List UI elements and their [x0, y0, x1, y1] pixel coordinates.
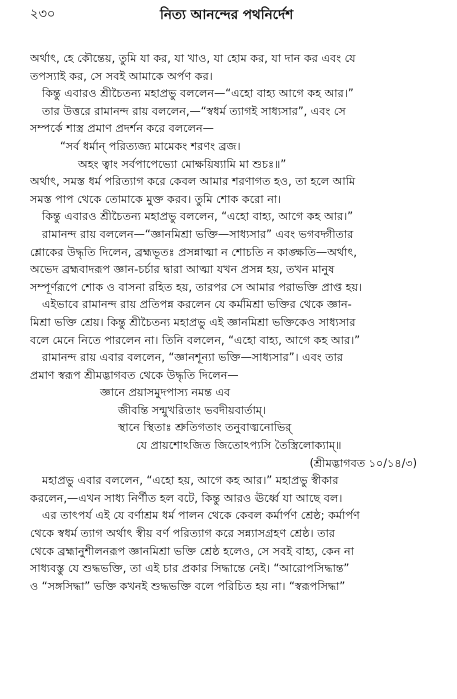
text-line: তপস্যাই কর, সে সবই আমাকে অর্পণ কর। — [30, 69, 213, 83]
text-line: এইভাবে রামানন্দ রায় প্রতিপন্ন করলেন যে কর্মমিশ্রা ভক্তির থেকে জ্ঞান- — [42, 298, 352, 312]
text-line: মিশ্রা ভক্তি শ্রেয়। কিন্তু শ্রীচৈতন্য মহাপ্রভু এই জ্ঞানমিশ্রা ভক্তিকেও সাধ্যসার — [30, 315, 356, 329]
text-line: এর তাৎপর্য এই যে বর্ণাশ্রম ধর্ম পালন থেকে কেবল কর্মার্পণ শ্রেষ্ঠ; কর্মার্পণ — [42, 509, 360, 523]
text-line: করলেন,—এখন সাধ্য নির্ণীত হল বটে, কিন্তু আরও ঊর্ধ্বে যা আছে বল। — [30, 491, 343, 505]
running-title: নিত্য আনন্দের পথনির্দেশ — [160, 7, 294, 23]
verse-line: স্থানে স্থিতাঃ শ্রুতিগতাং তনুবাঙ্মনোভির্ — [118, 421, 292, 435]
text-line: থেকে স্বধর্ম ত্যাগ অর্থাৎ স্বীয় বর্ণ পরিত্যাগ করে সন্ন্যাসগ্রহণ শ্রেষ্ঠ। তার — [30, 527, 335, 541]
verse-reference: (শ্রীমদ্ভাগবত ১০/১৪/৩) — [309, 456, 417, 470]
verse-line: অহং ত্বাং সর্বপাপেভ্যো মোক্ষয়িষ্যামি মা শুচঃ॥” — [78, 157, 287, 171]
text-line: ও “সঙ্গসিদ্ধা” ভক্তি কখনই শুদ্ধভক্তি বলে পরিচিত হয় না। “স্বরূপসিদ্ধা” — [30, 579, 346, 593]
text-line: শ্লোকের উদ্ধৃতি দিলেন, ব্রহ্মভূতঃ প্রসন্নাত্মা ন শোচতি ন কাঙ্ক্ষতি—অর্থাৎ, — [30, 245, 357, 259]
text-line: বলে মেনে নিতে পারলেন না। তিনি বললেন, “এহো বাহ্য, আগে কহ আর।” — [30, 333, 361, 347]
verse-line: জ্ঞানে প্রয়াসমুদপাস্য নমন্ত এব — [100, 386, 231, 400]
text-line: থেকে ব্রহ্মানুশীলনরূপ জ্ঞানমিশ্রা ভক্তি শ্রেষ্ঠ হলেও, সে সবই বাহ্য, কেন না — [30, 544, 354, 558]
page-body — [30, 50, 437, 595]
text-line: কিন্তু এবারও শ্রীচৈতন্য মহাপ্রভু বললেন, “এহো বাহ্য, আগে কহ আর।” — [42, 210, 354, 224]
text-line: তার উত্তরে রামানন্দ রায় বললেন,—“স্বধর্ম ত্যাগই সাধ্যসার”, এবং সে — [42, 104, 346, 118]
text-line: অর্থাৎ, সমস্ত ধর্ম পরিত্যাগ করে কেবল আমার শরণাগত হও, তা হলে আমি — [30, 175, 356, 189]
page-header — [30, 6, 437, 36]
text-line: অর্থাৎ, হে কৌন্তেয়, তুমি যা কর, যা খাও, যা হোম কর, যা দান কর এবং যে — [30, 52, 356, 65]
verse-line: যে প্রায়শোঽজিত জিতোঽপ্যসি তৈস্ত্রিলোক্যাম্॥ — [136, 439, 342, 453]
text-line: রামানন্দ রায় এবার বললেন, “জ্ঞানশূন্যা ভক্তি—সাধ্যসার”। এবং তার — [42, 351, 344, 365]
verse-line: জীবন্তি সন্মুখরিতাং ভবদীয়বার্তাম্। — [118, 403, 267, 417]
text-line: অভেদ ব্রহ্মবাদরূপ জ্ঞান-চর্চার দ্বারা আত্মা যখন প্রসন্ন হয়, তখন মানুষ — [30, 263, 335, 277]
verse-line: “সর্ব ধর্মান্ পরিত্যজ্য মামেকং শরণং ব্রজ। — [60, 139, 241, 153]
text-line: প্রমাণ স্বরূপ শ্রীমদ্ভাগবত থেকে উদ্ধৃতি দিলেন— — [30, 368, 239, 382]
page-number: ২৩০ — [30, 7, 56, 22]
text-line: সম্পর্কে শাস্ত্র প্রমাণ প্রদর্শন করে বললেন— — [30, 122, 214, 136]
text-line: সম্পূর্ণরূপে শোক ও বাসনা রহিত হয়, তারপর সে আমার পরাভক্তি প্রাপ্ত হয়। — [30, 280, 363, 294]
text-line: সাধ্যবস্তু যে শুদ্ধভক্তি, তা এই চার প্রকার সিদ্ধান্তে নেই। “আরোপসিদ্ধান্ত” — [30, 562, 350, 576]
text-line: মহাপ্রভু এবার বললেন, “এহো হয়, আগে কহ আর।” মহাপ্রভু স্বীকার — [42, 474, 339, 488]
text-line: রামানন্দ রায় বললেন—“জ্ঞানমিশ্রা ভক্তি—সাধ্যসার” এবং ভগবদ্গীতার — [42, 227, 354, 241]
text-line: কিন্তু এবারও শ্রীচৈতন্য মহাপ্রভু বললেন—“এহো বাহ্য আগে কহ আর।” — [42, 87, 354, 101]
text-line: সমস্ত পাপ থেকে তোমাকে মুক্ত করব। তুমি শোক করো না। — [30, 192, 282, 206]
